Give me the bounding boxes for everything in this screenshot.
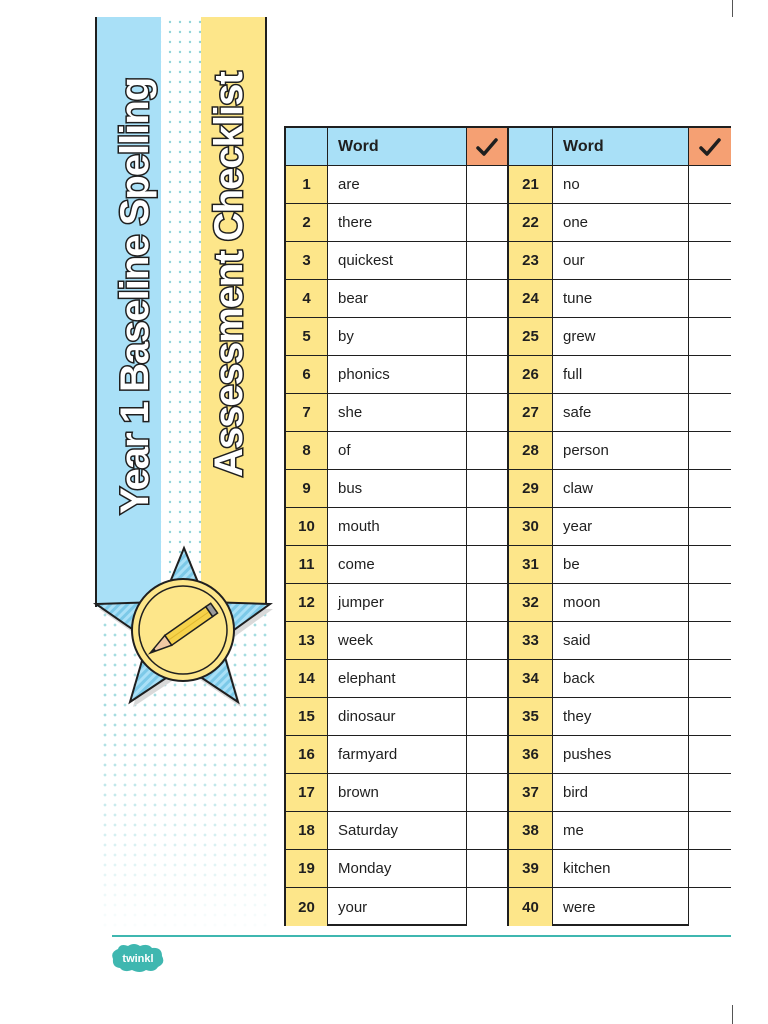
number-header	[286, 128, 328, 165]
item-number: 28	[509, 432, 553, 469]
checkbox-cell[interactable]	[467, 508, 509, 545]
table-row	[286, 318, 509, 356]
spelling-word: pushes	[553, 736, 689, 773]
item-number: 9	[286, 470, 328, 507]
table-row	[509, 812, 731, 850]
item-number: 27	[509, 394, 553, 431]
checkbox-cell[interactable]	[689, 432, 731, 469]
spelling-word: one	[553, 204, 689, 241]
table-row	[509, 394, 731, 432]
table-row	[286, 622, 509, 660]
checkbox-cell[interactable]	[467, 470, 509, 507]
table-row	[509, 432, 731, 470]
spelling-word: elephant	[328, 660, 467, 697]
table-row	[286, 660, 509, 698]
spelling-word: full	[553, 356, 689, 393]
checklist-table	[284, 126, 731, 926]
table-header-row	[286, 128, 509, 166]
table-row	[286, 356, 509, 394]
item-number: 37	[509, 774, 553, 811]
spelling-word: year	[553, 508, 689, 545]
spelling-word: dinosaur	[328, 698, 467, 735]
item-number: 14	[286, 660, 328, 697]
number-header	[509, 128, 553, 165]
item-number: 7	[286, 394, 328, 431]
spelling-word: our	[553, 242, 689, 279]
spelling-word: claw	[553, 470, 689, 507]
spelling-word: were	[553, 888, 689, 926]
spelling-word: bird	[553, 774, 689, 811]
spelling-word: by	[328, 318, 467, 355]
table-row	[509, 280, 731, 318]
word-header: Word	[328, 128, 467, 165]
checkbox-cell[interactable]	[689, 888, 731, 926]
table-row	[509, 622, 731, 660]
table-row	[509, 204, 731, 242]
checkbox-cell[interactable]	[689, 584, 731, 621]
checkbox-cell[interactable]	[689, 850, 731, 887]
table-row	[286, 508, 509, 546]
item-number: 15	[286, 698, 328, 735]
checkbox-cell[interactable]	[467, 850, 509, 887]
item-number: 21	[509, 166, 553, 203]
crop-mark-bottom	[732, 1005, 733, 1024]
item-number: 39	[509, 850, 553, 887]
item-number: 2	[286, 204, 328, 241]
title-line-1: Year 1 Baseline Spelling	[113, 77, 157, 514]
checkbox-cell[interactable]	[467, 660, 509, 697]
checkbox-cell[interactable]	[467, 280, 509, 317]
right-column	[509, 128, 731, 924]
item-number: 24	[509, 280, 553, 317]
crop-mark-top	[732, 0, 733, 17]
table-row	[286, 546, 509, 584]
table-row	[509, 584, 731, 622]
checkbox-cell[interactable]	[467, 166, 509, 203]
table-row	[286, 736, 509, 774]
spelling-word: your	[328, 888, 467, 926]
checkbox-cell[interactable]	[467, 204, 509, 241]
title-banner	[95, 17, 267, 607]
word-header: Word	[553, 128, 689, 165]
item-number: 35	[509, 698, 553, 735]
footer-rule	[112, 935, 731, 937]
check-header	[689, 128, 731, 165]
item-number: 19	[286, 850, 328, 887]
checkbox-cell[interactable]	[689, 394, 731, 431]
checkbox-cell[interactable]	[467, 584, 509, 621]
checkbox-cell[interactable]	[689, 660, 731, 697]
checkbox-cell[interactable]	[689, 242, 731, 279]
item-number: 40	[509, 888, 553, 926]
spelling-word: person	[553, 432, 689, 469]
spelling-word: safe	[553, 394, 689, 431]
item-number: 30	[509, 508, 553, 545]
spelling-word: grew	[553, 318, 689, 355]
spelling-word: kitchen	[553, 850, 689, 887]
table-row	[509, 318, 731, 356]
checkbox-cell[interactable]	[467, 622, 509, 659]
item-number: 1	[286, 166, 328, 203]
item-number: 22	[509, 204, 553, 241]
table-row	[286, 242, 509, 280]
spelling-word: they	[553, 698, 689, 735]
checkbox-cell[interactable]	[467, 812, 509, 849]
checkbox-cell[interactable]	[689, 280, 731, 317]
item-number: 31	[509, 546, 553, 583]
twinkl-logo	[110, 943, 166, 973]
item-number: 17	[286, 774, 328, 811]
table-row	[286, 850, 509, 888]
item-number: 34	[509, 660, 553, 697]
spelling-word: farmyard	[328, 736, 467, 773]
table-row	[286, 470, 509, 508]
spelling-word: bus	[328, 470, 467, 507]
check-icon	[476, 137, 498, 157]
item-number: 32	[509, 584, 553, 621]
table-row	[509, 546, 731, 584]
table-row	[509, 774, 731, 812]
table-row	[286, 394, 509, 432]
checkbox-cell[interactable]	[467, 774, 509, 811]
table-row	[286, 204, 509, 242]
spelling-word: be	[553, 546, 689, 583]
table-row	[286, 166, 509, 204]
item-number: 23	[509, 242, 553, 279]
table-row	[286, 432, 509, 470]
spelling-word: Monday	[328, 850, 467, 887]
table-row	[286, 280, 509, 318]
check-icon	[699, 137, 721, 157]
spelling-word: said	[553, 622, 689, 659]
checkbox-cell[interactable]	[467, 432, 509, 469]
checkbox-cell[interactable]	[467, 698, 509, 735]
item-number: 26	[509, 356, 553, 393]
item-number: 10	[286, 508, 328, 545]
spelling-word: of	[328, 432, 467, 469]
spelling-word: she	[328, 394, 467, 431]
spelling-word: me	[553, 812, 689, 849]
spelling-word: brown	[328, 774, 467, 811]
spelling-word: mouth	[328, 508, 467, 545]
checkbox-cell[interactable]	[689, 166, 731, 203]
item-number: 5	[286, 318, 328, 355]
spelling-word: quickest	[328, 242, 467, 279]
item-number: 12	[286, 584, 328, 621]
spelling-word: moon	[553, 584, 689, 621]
spelling-word: bear	[328, 280, 467, 317]
table-row	[286, 774, 509, 812]
spelling-word: jumper	[328, 584, 467, 621]
checkbox-cell[interactable]	[467, 394, 509, 431]
checkbox-cell[interactable]	[689, 546, 731, 583]
checkbox-cell[interactable]	[467, 736, 509, 773]
table-row	[509, 698, 731, 736]
checkbox-cell[interactable]	[689, 356, 731, 393]
table-row	[509, 508, 731, 546]
title-line-2: Assessment Checklist	[207, 72, 251, 477]
item-number: 3	[286, 242, 328, 279]
table-row	[509, 166, 731, 204]
pencil-star-icon	[88, 540, 278, 710]
spelling-word: Saturday	[328, 812, 467, 849]
table-row	[509, 736, 731, 774]
checkbox-cell[interactable]	[689, 508, 731, 545]
check-header	[467, 128, 509, 165]
spelling-word: back	[553, 660, 689, 697]
spelling-word: come	[328, 546, 467, 583]
table-row	[509, 470, 731, 508]
spelling-word: there	[328, 204, 467, 241]
logo-text: twinkl	[122, 953, 154, 965]
table-row	[286, 584, 509, 622]
checkbox-cell[interactable]	[467, 356, 509, 393]
item-number: 6	[286, 356, 328, 393]
left-column	[286, 128, 509, 924]
spelling-word: tune	[553, 280, 689, 317]
checkbox-cell[interactable]	[467, 888, 509, 926]
item-number: 29	[509, 470, 553, 507]
table-row	[509, 888, 731, 926]
checkbox-cell[interactable]	[689, 736, 731, 773]
checkbox-cell[interactable]	[689, 774, 731, 811]
item-number: 38	[509, 812, 553, 849]
table-row	[509, 356, 731, 394]
checkbox-cell[interactable]	[689, 698, 731, 735]
item-number: 20	[286, 888, 328, 926]
item-number: 8	[286, 432, 328, 469]
item-number: 25	[509, 318, 553, 355]
item-number: 4	[286, 280, 328, 317]
checkbox-cell[interactable]	[467, 318, 509, 355]
checkbox-cell[interactable]	[689, 204, 731, 241]
table-row	[286, 888, 509, 926]
checkbox-cell[interactable]	[689, 812, 731, 849]
table-row	[509, 850, 731, 888]
checkbox-cell[interactable]	[689, 470, 731, 507]
spelling-word: week	[328, 622, 467, 659]
item-number: 16	[286, 736, 328, 773]
spelling-word: are	[328, 166, 467, 203]
table-header-row	[509, 128, 731, 166]
table-row	[509, 660, 731, 698]
spelling-word: no	[553, 166, 689, 203]
table-row	[286, 812, 509, 850]
checkbox-cell[interactable]	[467, 242, 509, 279]
checkbox-cell[interactable]	[689, 318, 731, 355]
item-number: 33	[509, 622, 553, 659]
spelling-word: phonics	[328, 356, 467, 393]
checkbox-cell[interactable]	[467, 546, 509, 583]
table-row	[509, 242, 731, 280]
item-number: 11	[286, 546, 328, 583]
item-number: 18	[286, 812, 328, 849]
table-row	[286, 698, 509, 736]
item-number: 13	[286, 622, 328, 659]
checkbox-cell[interactable]	[689, 622, 731, 659]
item-number: 36	[509, 736, 553, 773]
